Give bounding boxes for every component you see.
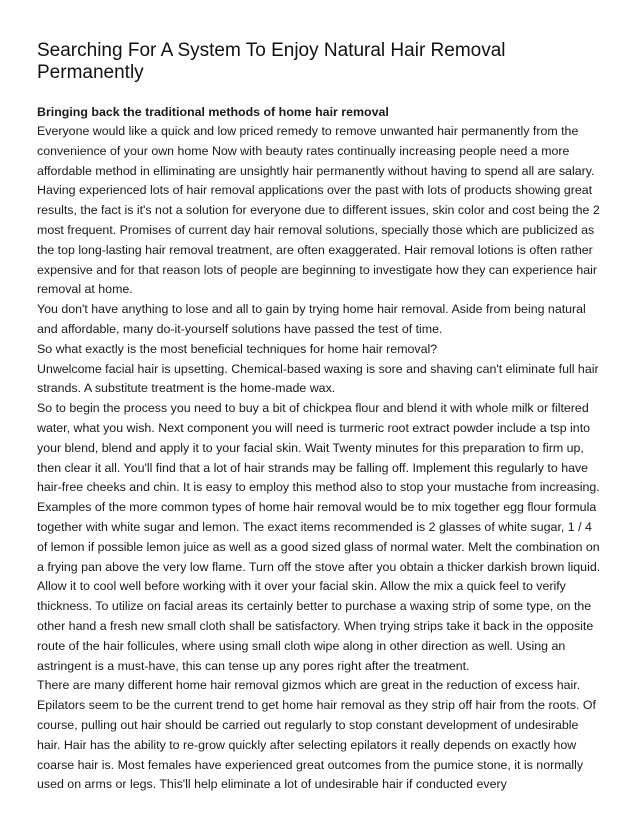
paragraph-sugar-wax-method: Examples of the more common types of home hair removal would be to mix together egg flour formula together with white sugar and lemon. The exact items recommended is 2 glasses of white sugar, 1 / 4 of lemon if possible lemon juice as well as a good sized glass of normal water. Melt the combination on a frying pan above the very low flame. Turn off the stove after you obtain a thicker darkish brown liquid. Allow it to cool well before working with it over your facial skin. Allow the mix a quick feel to verify thickness. To utilize on facial areas its certainly better to purchase a waxing strip of some type, on the other hand a fresh new small cloth shall be satisfactory. When trying strips take it back in the opposite route of the hair follicules, where using small cloth wipe along in other direction as well. Using an astringent is a must-have, this can tense up any pores right after the treatment.	[37, 500, 601, 673]
section-subheading: Bringing back the traditional methods of home hair removal	[37, 105, 389, 119]
paragraph-gizmos: There are many different home hair removal gizmos which are great in the reduction of excess hair. Epilators seem to be the current trend to get home hair removal as they strip off hair from the roots. Of course, pulling out hair should be carried out regularly to stop constant development of undesirable hair. Hair has the ability to re-grow quickly after selecting epilators it really depends on exactly how coarse hair is. Most females have experienced great outcomes from the pumice stone, it is normally used on arms or legs. This'll help eliminate a lot of undesirable hair if conducted every	[37, 678, 596, 792]
document-title: Searching For A System To Enjoy Natural Hair Removal Permanently	[37, 40, 506, 83]
paragraph-facial-hair: Unwelcome facial hair is upsetting. Chemical-based waxing is sore and shaving can't eliminate full hair strands. A substitute treatment is the home-made wax.	[37, 361, 599, 396]
paragraph-intro: Everyone would like a quick and low priced remedy to remove unwanted hair permanently from the convenience of your own home Now with beauty rates continually increasing people need a more affordable method in elliminating are unsightly hair permanently without having to spend all are salary. Having experienced lots of hair removal applications over the past with lots of products showing great results, the fact is it's not a solution for everyone due to different issues, skin color and cost being the 2 most frequent. Promises of current day hair removal solutions, specially those which are publicized as the top long-lasting hair removal treatment, are often exaggerated. Hair removal lotions is often rather expensive and for that reason lots of people are beginning to investigate how they can experience hair removal at home.	[37, 124, 600, 297]
paragraph-chickpea-method: So to begin the process you need to buy a bit of chickpea flour and blend it with whole milk or filtered water, what you wish. Next component you will need is turmeric root extract powder include a tsp into your blend, blend and apply it to your facial skin. Wait Twenty minutes for this preparation to firm up, then clear it all. You'll find that a lot of hair strands may be falling off. Implement this regularly to have hair-free cheeks and chin. It is easy to employ this method also to stop your mustache from increasing.	[37, 401, 600, 495]
paragraph-question: So what exactly is the most beneficial techniques for home hair removal?	[37, 341, 438, 356]
document-page	[37, 40, 601, 795]
paragraph-nothing-to-lose: You don't have anything to lose and all to gain by trying home hair removal. Aside from being natural and affordable, many do-it-yourself solutions have passed the test of time.	[37, 302, 586, 336]
